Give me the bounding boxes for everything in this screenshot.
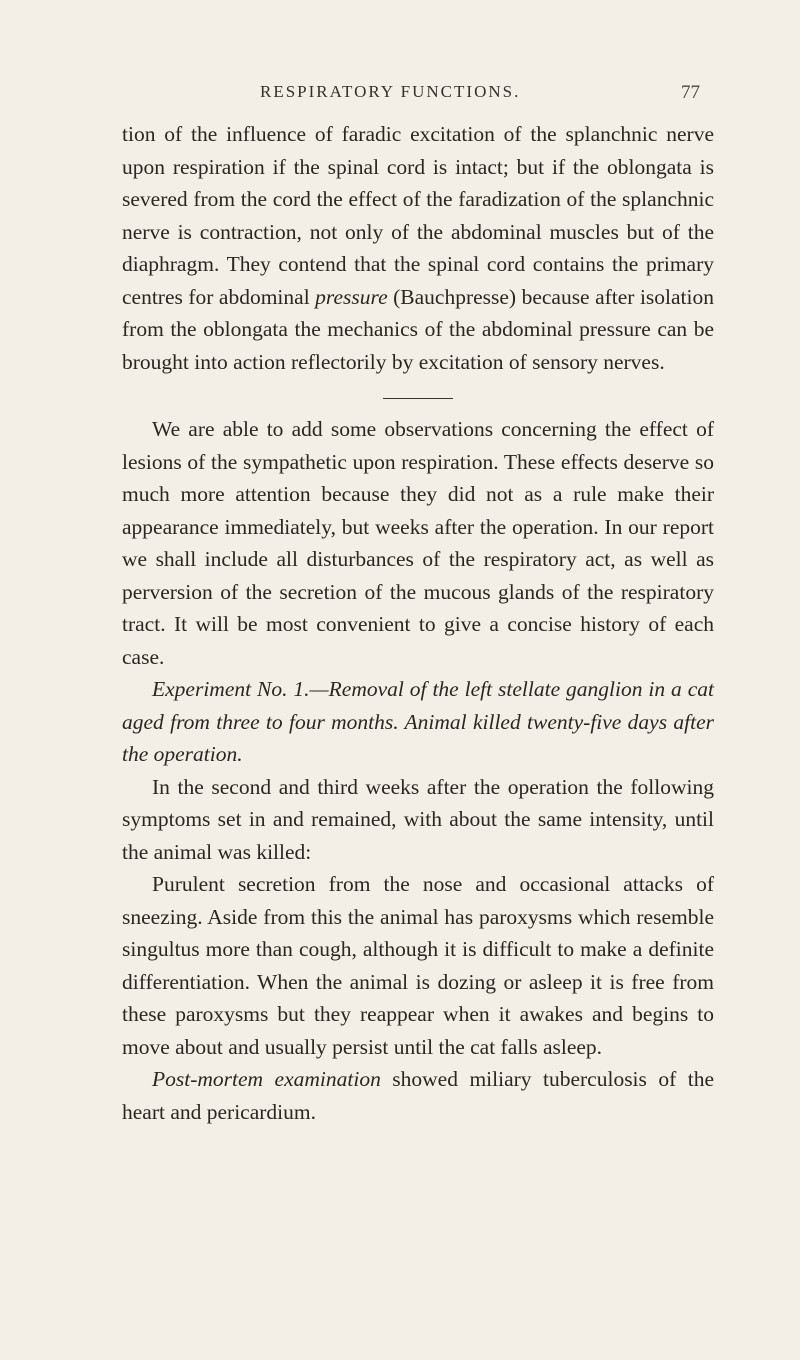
page-header (120, 82, 720, 108)
experiment-heading: Experiment No. 1.—Removal of the left stellate ganglion in a cat aged from three to four months. Animal killed twenty-five days after the operation. (122, 677, 714, 766)
paragraph-post-mortem (122, 1063, 714, 1128)
emphasis-pressure: pressure (315, 284, 388, 309)
post-mortem-label: Post-mortem examination (152, 1067, 381, 1091)
page-number: 77 (681, 82, 700, 103)
body-text (122, 118, 714, 1128)
paragraph-continuation (122, 118, 714, 378)
paragraph-text: showed miliary tuberculosis of the heart and pericardium. (122, 1067, 715, 1124)
paragraph-text: tion of the influence of faradic excitation of the splanchnic nerve upon respiration if the spinal cord is intact; but if the oblongata is severed from the cord the effect of the faradization of the splanchnic nerve is contraction, not only of the abdominal muscles but of the diaphragm. They contend that the spinal cord contains the primary centres for abdominal (122, 122, 714, 309)
section-divider (383, 398, 453, 399)
running-head: RESPIRATORY FUNCTIONS. (260, 82, 521, 101)
paragraph-symptoms-intro: In the second and third weeks after the operation the following symptoms set in and remained, with about the same intensity, until the animal was killed: (122, 774, 714, 864)
paragraph-symptoms: Purulent secretion from the nose and occasional attacks of sneezing. Aside from this the animal has paroxysms which resemble singultus more than cough, although it is difficult to make a definite differentiation. When the animal is dozing or asleep it is free from these paroxysms but they reappear when it awakes and begins to move about and usually persist until the cat falls asleep. (122, 872, 714, 1059)
paragraph-observations: We are able to add some observations concerning the effect of lesions of the sympathetic upon respiration. These effects deserve so much more attention because they did not as a rule make their appearance immediately, but weeks after the operation. In our report we shall include all disturbances of the respiratory act, as well as perversion of the secretion of the mucous glands of the respiratory tract. It will be most convenient to give a concise history of each case. (122, 417, 714, 669)
paragraph-text: (Bauchpresse) because after isolation from the oblongata the mechanics of the abdominal pressure can be brought into action reflectorily by excitation of sensory nerves. (122, 284, 714, 374)
